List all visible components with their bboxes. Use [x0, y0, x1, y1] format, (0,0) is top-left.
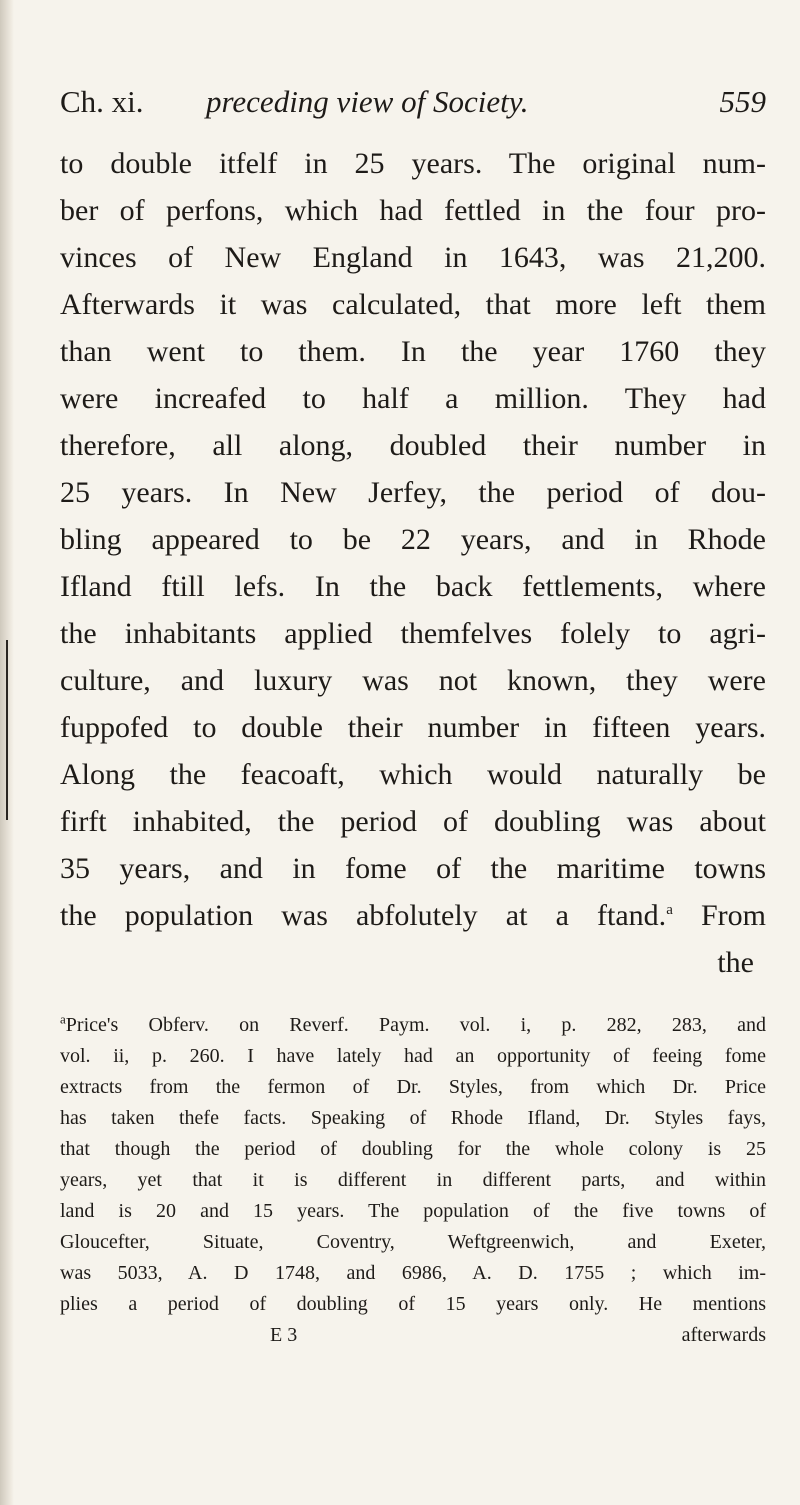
footnote-line: Gloucefter, Situate, Coventry, Weftgreenwich, and Exeter, [60, 1231, 766, 1253]
main-text [60, 140, 766, 986]
text-line: ber of perfons, which had fettled in the four pro- [60, 194, 766, 227]
text-segment: the population was abfolutely at a ftand. [60, 899, 667, 932]
signature-line [60, 1320, 766, 1351]
running-title: preceding view of Society. [206, 84, 529, 119]
footer-catchword: afterwards [681, 1324, 766, 1346]
text-line: Ifland ftill lefs. In the back fettlements, where [60, 570, 766, 603]
footnote-line: extracts from the fermon of Dr. Styles, from which Dr. Price [60, 1076, 766, 1098]
footnote-line [60, 1010, 766, 1041]
text-line: 35 years, and in fome of the maritime towns [60, 852, 766, 885]
text-line: culture, and luxury was not known, they were [60, 664, 766, 697]
text-line: were increafed to half a million. They had [60, 382, 766, 415]
text-line: vinces of New England in 1643, was 21,200. [60, 241, 766, 274]
gutter-line [6, 640, 8, 820]
text-line-with-note [60, 892, 766, 939]
footnote-line: plies a period of doubling of 15 years only. He mentions [60, 1293, 766, 1315]
text-line: bling appeared to be 22 years, and in Rhode [60, 523, 766, 556]
footnote-line: that though the period of doubling for the whole colony is 25 [60, 1138, 766, 1160]
text-line: fuppofed to double their number in fifteen years. [60, 711, 766, 744]
footnote-line: has taken thefe facts. Speaking of Rhode Ifland, Dr. Styles fays, [60, 1107, 766, 1129]
text-line: Afterwards it was calculated, that more left them [60, 288, 766, 321]
page-number: 559 [719, 84, 766, 119]
footnote-marker: a [60, 1011, 66, 1027]
book-page [60, 84, 766, 1351]
text-line: firft inhabited, the period of doubling was about [60, 805, 766, 838]
footnote-line: vol. ii, p. 260. I have lately had an opportunity of feeing fome [60, 1045, 766, 1067]
catchword: the [717, 946, 754, 979]
text-line: the inhabitants applied themfelves folely to agri- [60, 617, 766, 650]
text-line: 25 years. In New Jerfey, the period of dou- [60, 476, 766, 509]
footnote-text: Price's Obferv. on Reverf. Paym. vol. i, p. 282, 283, and [65, 1014, 766, 1036]
text-line: to double itfelf in 25 years. The original num- [60, 147, 766, 180]
footnote-line: years, yet that it is different in different parts, and within [60, 1169, 766, 1191]
text-line: than went to them. In the year 1760 they [60, 335, 766, 368]
footnote-line: land is 20 and 15 years. The population of the five towns of [60, 1200, 766, 1222]
text-line: Along the feacoaft, which would naturally be [60, 758, 766, 791]
footnote-reference: a [666, 902, 673, 918]
running-header [60, 84, 766, 140]
signature-mark: E 3 [270, 1324, 298, 1346]
page-gutter [0, 0, 14, 1505]
text-line: therefore, all along, doubled their number in [60, 429, 766, 462]
footnote-block [60, 1010, 766, 1351]
text-segment: From [672, 899, 767, 932]
chapter-label: Ch. xi. [60, 84, 144, 119]
footnote-line: was 5033, A. D 1748, and 6986, A. D. 1755 ; which im- [60, 1262, 766, 1284]
